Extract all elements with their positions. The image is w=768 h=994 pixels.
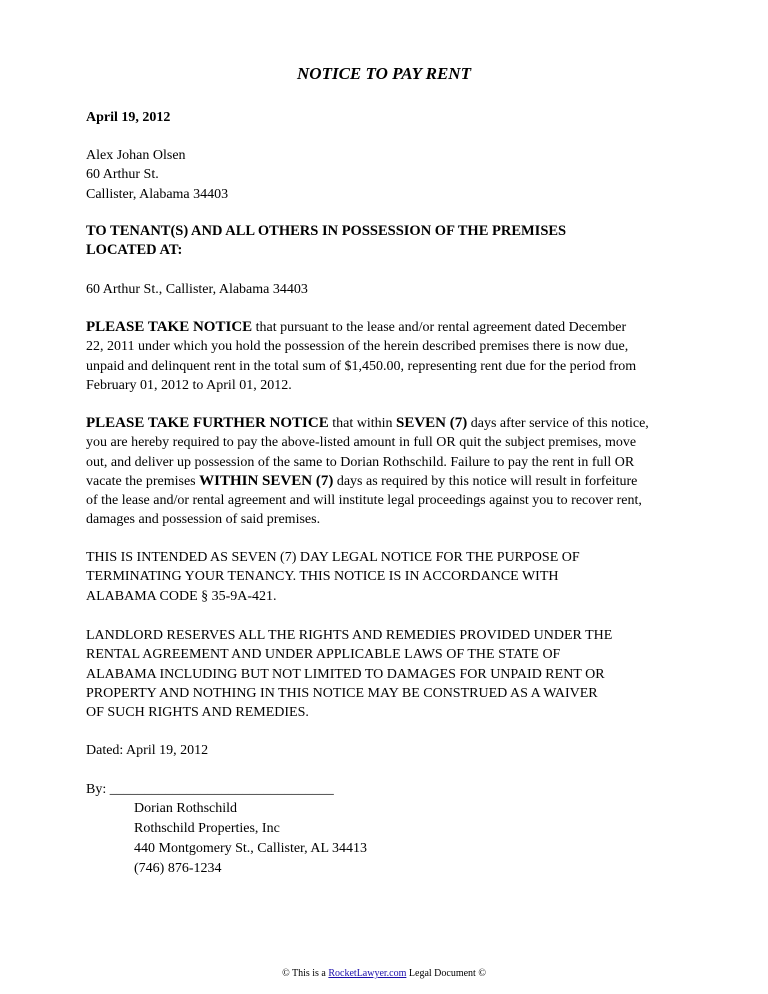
recipient-city: Callister, Alabama 34403: [86, 186, 229, 202]
notice1-line3: unpaid and delinquent rent in the total sum of $1,450.00, representing rent due for the period from: [86, 358, 637, 374]
reservation-line4: PROPERTY AND NOTHING IN THIS NOTICE MAY BE CONSTRUED AS A WAIVER: [86, 685, 598, 701]
reservation-line5: OF SUCH RIGHTS AND REMEDIES.: [86, 705, 309, 721]
seven-days-emphasis: SEVEN (7): [396, 415, 468, 431]
document-title: NOTICE TO PAY RENT: [297, 64, 471, 83]
notice-paragraph-2: [86, 414, 686, 530]
notice-date: April 19, 2012: [86, 110, 171, 125]
notice2-line1-mid: that within: [328, 416, 396, 431]
recipient-name: Alex Johan Olsen: [86, 148, 186, 163]
notice2-line3: out, and deliver up possession of the same to Dorian Rothschild. Failure to pay the rent in full OR: [86, 454, 635, 470]
further-notice-lead: PLEASE TAKE FURTHER NOTICE: [86, 415, 329, 431]
notice-paragraph-1: [86, 318, 686, 395]
footer-suffix: Legal Document ©: [406, 968, 486, 979]
reservation-line2: RENTAL AGREEMENT AND UNDER APPLICABLE LAWS OF THE STATE OF: [86, 647, 561, 663]
within-seven-emphasis: WITHIN SEVEN (7): [199, 472, 334, 489]
notice2-line4-pre: vacate the premises: [86, 473, 200, 489]
notice2-line5: of the lease and/or rental agreement and will institute legal proceedings against you to recover rent,: [86, 493, 642, 509]
notice2-line6: damages and possession of said premises.: [86, 512, 321, 528]
legal-notice-line2: TERMINATING YOUR TENANCY. THIS NOTICE IS IN ACCORDANCE WITH: [86, 569, 559, 585]
notice1-line2: 22, 2011 under which you hold the possession of the herein described premises there is now due,: [86, 339, 629, 355]
legal-notice-paragraph: [86, 548, 686, 606]
tenant-heading-line2: LOCATED AT:: [86, 242, 183, 259]
landlord-company: Rothschild Properties, Inc: [134, 821, 280, 836]
reservation-line1: LANDLORD RESERVES ALL THE RIGHTS AND REMEDIES PROVIDED UNDER THE: [86, 628, 613, 643]
recipient-street: 60 Arthur St.: [86, 167, 159, 183]
notice1-line1: that pursuant to the lease and/or rental agreement dated December: [252, 320, 627, 335]
footer-prefix: © This is a: [282, 968, 329, 979]
tenant-heading-line1: TO TENANT(S) AND ALL OTHERS IN POSSESSION OF THE PREMISES: [86, 223, 567, 239]
dated-line: Dated: April 19, 2012: [86, 743, 209, 758]
recipient-block: [86, 146, 686, 204]
notice2-line4-rest: days as required by this notice will result in forfeiture: [333, 473, 638, 489]
legal-notice-line3: ALABAMA CODE § 35-9A-421.: [86, 588, 277, 604]
reservation-paragraph: [86, 626, 686, 722]
premises-address: 60 Arthur St., Callister, Alabama 34403: [86, 282, 308, 297]
notice-lead: PLEASE TAKE NOTICE: [86, 319, 253, 335]
landlord-address: 440 Montgomery St., Callister, AL 34413: [134, 841, 368, 856]
landlord-block: [134, 799, 634, 879]
notice2-line1-rest: days after service of this notice,: [467, 416, 649, 431]
reservation-line3: ALABAMA INCLUDING BUT NOT LIMITED TO DAMAGES FOR UNPAID RENT OR: [86, 666, 605, 682]
legal-notice-line1: THIS IS INTENDED AS SEVEN (7) DAY LEGAL NOTICE FOR THE PURPOSE OF: [86, 550, 580, 565]
landlord-phone: (746) 876-1234: [134, 861, 222, 876]
rocketlawyer-link[interactable]: RocketLawyer.com: [328, 968, 407, 979]
notice1-line4: February 01, 2012 to April 01, 2012.: [86, 377, 292, 393]
tenant-heading: [86, 222, 686, 261]
landlord-name: Dorian Rothschild: [134, 801, 238, 816]
signature-line: By: ________________________________: [86, 782, 334, 797]
notice2-line2: you are hereby required to pay the above-listed amount in full OR quit the subject premises, move: [86, 435, 637, 451]
footer: [0, 968, 768, 980]
